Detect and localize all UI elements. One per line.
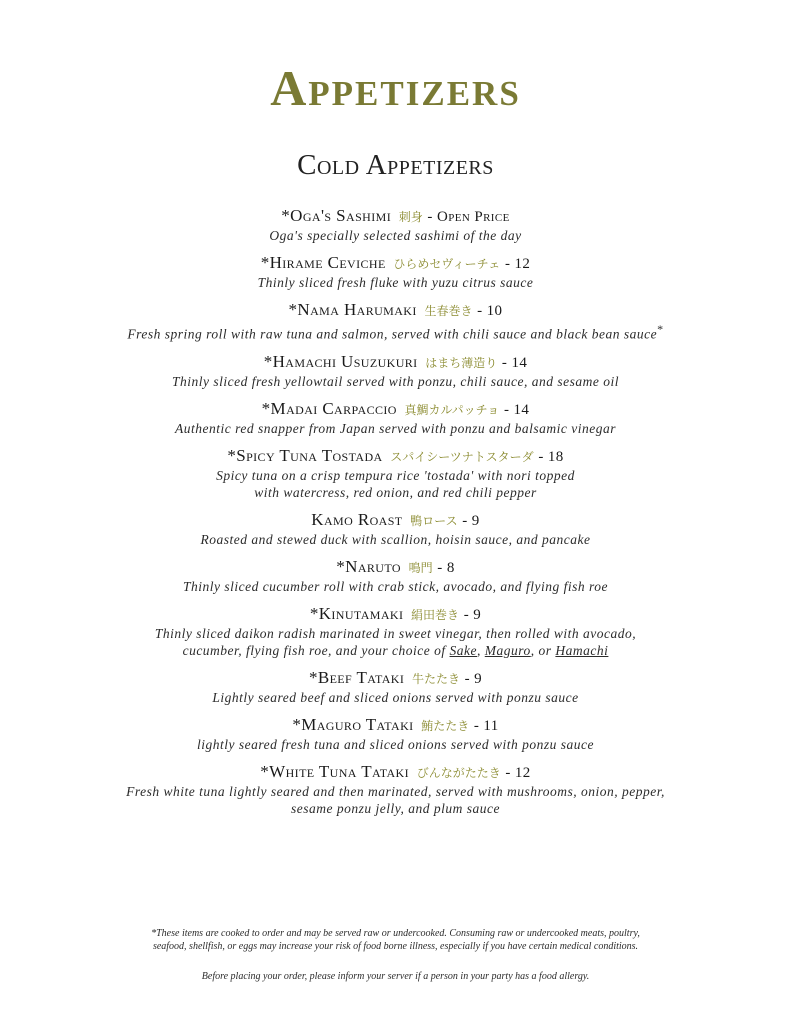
item-japanese-name: 鴨ロース [410, 513, 458, 528]
item-description-mark: * [657, 322, 664, 336]
item-heading [0, 399, 791, 420]
disclaimer-line: seafood, shellfish, or eggs may increase your risk of food borne illness, especially if you have certain medical conditions. [152, 941, 639, 952]
list-item [0, 715, 791, 753]
choice-separator: , or [530, 642, 556, 658]
item-name: *Oga's Sashimi [281, 206, 392, 225]
item-description: Thinly sliced fresh yellowtail served with ponzu, chili sauce, and sesame oil [171, 373, 620, 389]
choice-option-maguro: Maguro [484, 642, 531, 658]
item-japanese-name: びんながたたき [416, 765, 501, 780]
item-description: Roasted and stewed duck with scallion, hoisin sauce, and pancake [200, 531, 591, 547]
item-name: *Madai Carpaccio [261, 398, 397, 418]
item-description: Fresh white tuna lightly seared and then marinated, served with mushrooms, onion, pepper, [126, 783, 665, 799]
item-price: - 14 [501, 354, 528, 371]
disclaimer-line: *These items are cooked to order and may be served raw or undercooked. Consuming raw or undercooked meats, poultry, [151, 928, 640, 939]
item-description: Authentic red snapper from Japan served with ponzu and balsamic vinegar [175, 420, 616, 436]
item-price: - 11 [473, 717, 499, 734]
item-name: *Spicy Tuna Tostada [227, 445, 383, 465]
allergy-notice: Before placing your order, please inform your server if a person in your party has a food allergy. [201, 971, 590, 982]
raw-food-disclaimer [100, 927, 691, 953]
item-japanese-name: 鳴門 [408, 560, 433, 575]
item-japanese-name: ひらめセヴィーチェ [393, 257, 501, 271]
item-price: - 10 [477, 303, 503, 319]
item-price: - 8 [437, 559, 455, 576]
list-item [0, 399, 791, 437]
item-price: - 9 [463, 606, 482, 623]
item-name: *Nama Harumaki [288, 300, 417, 319]
item-price: - 12 [505, 764, 531, 781]
item-heading [0, 510, 791, 531]
item-description: Thinly sliced fresh fluke with yuzu citrus sauce [257, 275, 534, 290]
page-title: Appetizers [270, 60, 521, 116]
list-item [0, 510, 791, 548]
item-price: - 18 [538, 448, 564, 465]
menu-list [0, 206, 791, 826]
item-heading [0, 604, 791, 625]
item-japanese-name: 絹田巻き [411, 607, 460, 622]
item-price: - 14 [503, 401, 530, 418]
list-item [0, 557, 791, 595]
item-heading [0, 715, 791, 736]
item-name: *Maguro Tataki [292, 714, 414, 734]
item-name: Kamo Roast [311, 509, 403, 529]
item-japanese-name: 真鯛カルパッチョ [404, 402, 500, 417]
item-description: with watercress, red onion, and red chili pepper [254, 484, 537, 500]
list-item [0, 446, 791, 501]
item-price: - 12 [504, 256, 531, 272]
choice-option-hamachi: Hamachi [555, 642, 609, 658]
item-heading [0, 762, 791, 783]
item-heading [0, 668, 791, 689]
list-item [0, 604, 791, 659]
item-name: *Naruto [336, 556, 401, 576]
item-name: *White Tuna Tataki [260, 761, 410, 781]
item-name: *Hamachi Usuzukuri [263, 351, 418, 371]
item-japanese-name: 生春巻き [424, 304, 473, 318]
item-description: Thinly sliced daikon radish marinated in sweet vinegar, then rolled with avocado, [154, 625, 637, 641]
item-description: Thinly sliced cucumber roll with crab stick, avocado, and flying fish roe [182, 578, 609, 594]
item-japanese-name: 鮪たたき [421, 718, 470, 733]
item-japanese-name: スパイシーツナトスターダ [390, 449, 534, 464]
item-price: - 9 [462, 512, 480, 529]
item-heading [0, 557, 791, 578]
item-description: lightly seared fresh tuna and sliced onions served with ponzu sauce [197, 736, 594, 752]
item-name: *Kinutamaki [309, 603, 404, 623]
item-description: Lightly seared beef and sliced onions served with ponzu sauce [212, 689, 579, 705]
item-price: - 9 [464, 670, 483, 687]
item-japanese-name: はまち薄造り [425, 355, 498, 370]
item-japanese-name: 刺身 [398, 210, 423, 224]
item-description-choice [0, 642, 791, 659]
item-name: *Beef Tataki [308, 667, 405, 687]
item-heading [0, 300, 791, 321]
item-description: Spicy tuna on a crisp tempura rice 'tostada' with nori topped [216, 467, 575, 483]
item-description-text: Fresh spring roll with raw tuna and salmon, served with chili sauce and black bean sauce [127, 326, 658, 342]
section-title: Cold Appetizers [297, 149, 494, 181]
item-name: *Hirame Ceviche [260, 253, 386, 272]
choice-separator: , [477, 642, 485, 658]
list-item [0, 668, 791, 706]
item-heading [0, 352, 791, 373]
list-item [0, 300, 791, 343]
list-item [0, 762, 791, 817]
item-heading [0, 446, 791, 467]
item-heading [0, 206, 791, 227]
item-description [0, 321, 791, 343]
list-item [0, 253, 791, 291]
list-item [0, 206, 791, 244]
list-item [0, 352, 791, 390]
item-japanese-name: 牛たたき [411, 671, 460, 686]
choice-option-sake: Sake [449, 642, 478, 658]
item-description: Oga's specially selected sashimi of the day [269, 228, 522, 243]
item-description: sesame ponzu jelly, and plum sauce [291, 800, 500, 816]
item-heading [0, 253, 791, 274]
choice-prefix: cucumber, flying fish roe, and your choice of [182, 642, 450, 658]
item-price: - Open Price [427, 209, 510, 225]
